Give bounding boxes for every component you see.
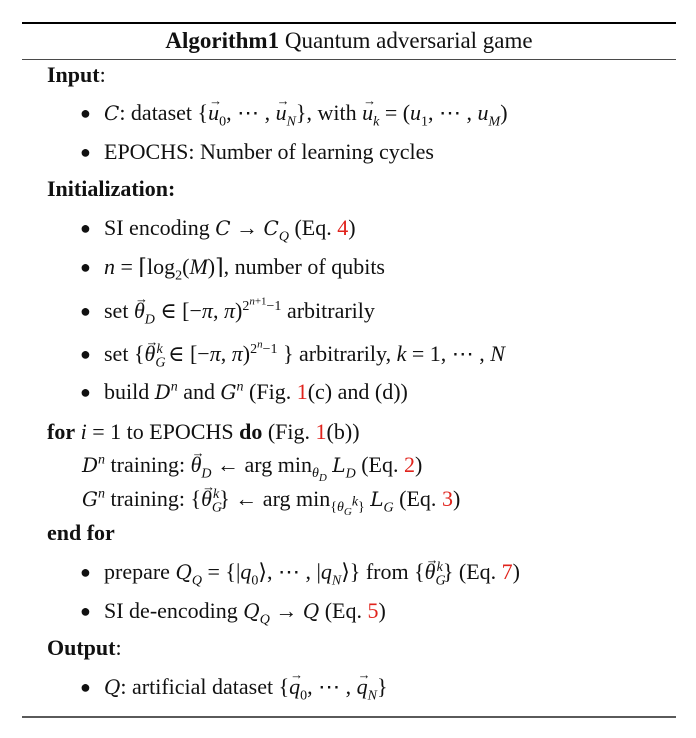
eq-ref-5[interactable]: 5	[367, 598, 379, 623]
end-for	[47, 519, 115, 549]
loop-step-generator: $G^n$ training: {→ $\theta_G^k$} ← arg $\min_{\{\theta_G^k\}} L_G$ (Eq. 3)	[82, 485, 460, 515]
input-header-colon: :	[99, 62, 106, 87]
algorithm-title: Quantum adversarial game	[284, 28, 533, 53]
bullet-icon: ●	[80, 601, 91, 621]
init-item-qubits: ● $n = ⌈\log_2(M)⌉$, number of qubits	[80, 254, 385, 284]
init-item-encoding: ● SI encoding $C \to C_Q$ (Eq. 4)	[80, 215, 356, 245]
output-header-label: Output	[47, 635, 116, 660]
bullet-icon: ●	[80, 103, 91, 123]
fig-prefix: (Fig.	[267, 419, 316, 444]
input-header	[47, 61, 106, 91]
bullet-icon: ●	[80, 257, 91, 277]
loop-step-discriminator: $D^n$ training: → $\theta_D$ ← arg $\min_{\theta_D} L_D$ (Eq. 2)	[82, 451, 422, 481]
input-item-epochs	[80, 138, 434, 168]
fig-suffix: (b))	[326, 419, 360, 444]
fig-ref-1[interactable]: 1	[296, 379, 308, 404]
bullet-icon: ●	[80, 677, 91, 697]
bullet-icon: ●	[80, 218, 91, 238]
bottom-rule	[22, 716, 676, 718]
init-item-theta-g: ● set {→ $\theta_G^k$ ∈ [−π, π)$^{2^n-1}$ } arbitrarily, k = 1, ⋯ , N	[80, 340, 505, 370]
initialization-header	[47, 175, 175, 205]
for-loop-header: for i = 1 to EPOCHS do (Fig. 1(b))	[47, 419, 360, 444]
output-header	[47, 634, 122, 664]
bullet-icon: ●	[80, 562, 91, 582]
post-item-deencoding: ● SI de-encoding $Q_Q \to Q$ (Eq. 5)	[80, 598, 386, 628]
bullet-icon: ●	[80, 382, 91, 402]
algorithm-caption	[22, 26, 676, 56]
do-keyword: do	[239, 419, 263, 444]
input-item-dataset: ● C: dataset {→ $u_0$, ⋯ , → $u_N$}, with → $u_k = (u_1$, ⋯ , $u_M$)	[80, 99, 508, 129]
eq-ref-4[interactable]: 4	[337, 215, 349, 240]
input-header-label: Input	[47, 62, 100, 87]
post-item-prepare: ● prepare $Q_Q$ = {$|q_0⟩$, ⋯ , $|q_N⟩$} from {→ $\theta_G^k$} (Eq. 7)	[80, 558, 520, 588]
eq-ref-3[interactable]: 3	[441, 486, 453, 511]
top-rule	[22, 22, 676, 24]
algorithm-label: Algorithm1	[165, 28, 280, 53]
end-for-keyword: end for	[47, 520, 115, 545]
eq-ref-7[interactable]: 7	[501, 559, 513, 584]
output-item-dataset: ● Q: artificial dataset {→ $q_0$, ⋯ , → $q_N$}	[80, 673, 388, 703]
dataset-symbol: C	[104, 101, 120, 125]
output-header-colon: :	[115, 635, 122, 660]
output-symbol: Q	[104, 675, 121, 699]
bullet-icon: ●	[80, 301, 91, 321]
init-item-build: ● build $D^n$ and $G^n$ (Fig. 1(c) and (d))	[80, 379, 408, 404]
bullet-icon: ●	[80, 142, 91, 162]
epochs-text: EPOCHS: Number of learning cycles	[104, 139, 434, 164]
initialization-header-label: Initialization:	[47, 176, 176, 201]
eq-ref-2[interactable]: 2	[403, 452, 415, 477]
bullet-icon: ●	[80, 344, 91, 364]
init-item-theta-d: ● set → $\theta_D$ ∈ [−π, π)$^{2^{n+1}-1}$ arbitrarily	[80, 297, 375, 327]
fig-ref-1b[interactable]: 1	[315, 419, 327, 444]
for-keyword: for	[47, 419, 76, 444]
caption-rule	[22, 59, 676, 60]
